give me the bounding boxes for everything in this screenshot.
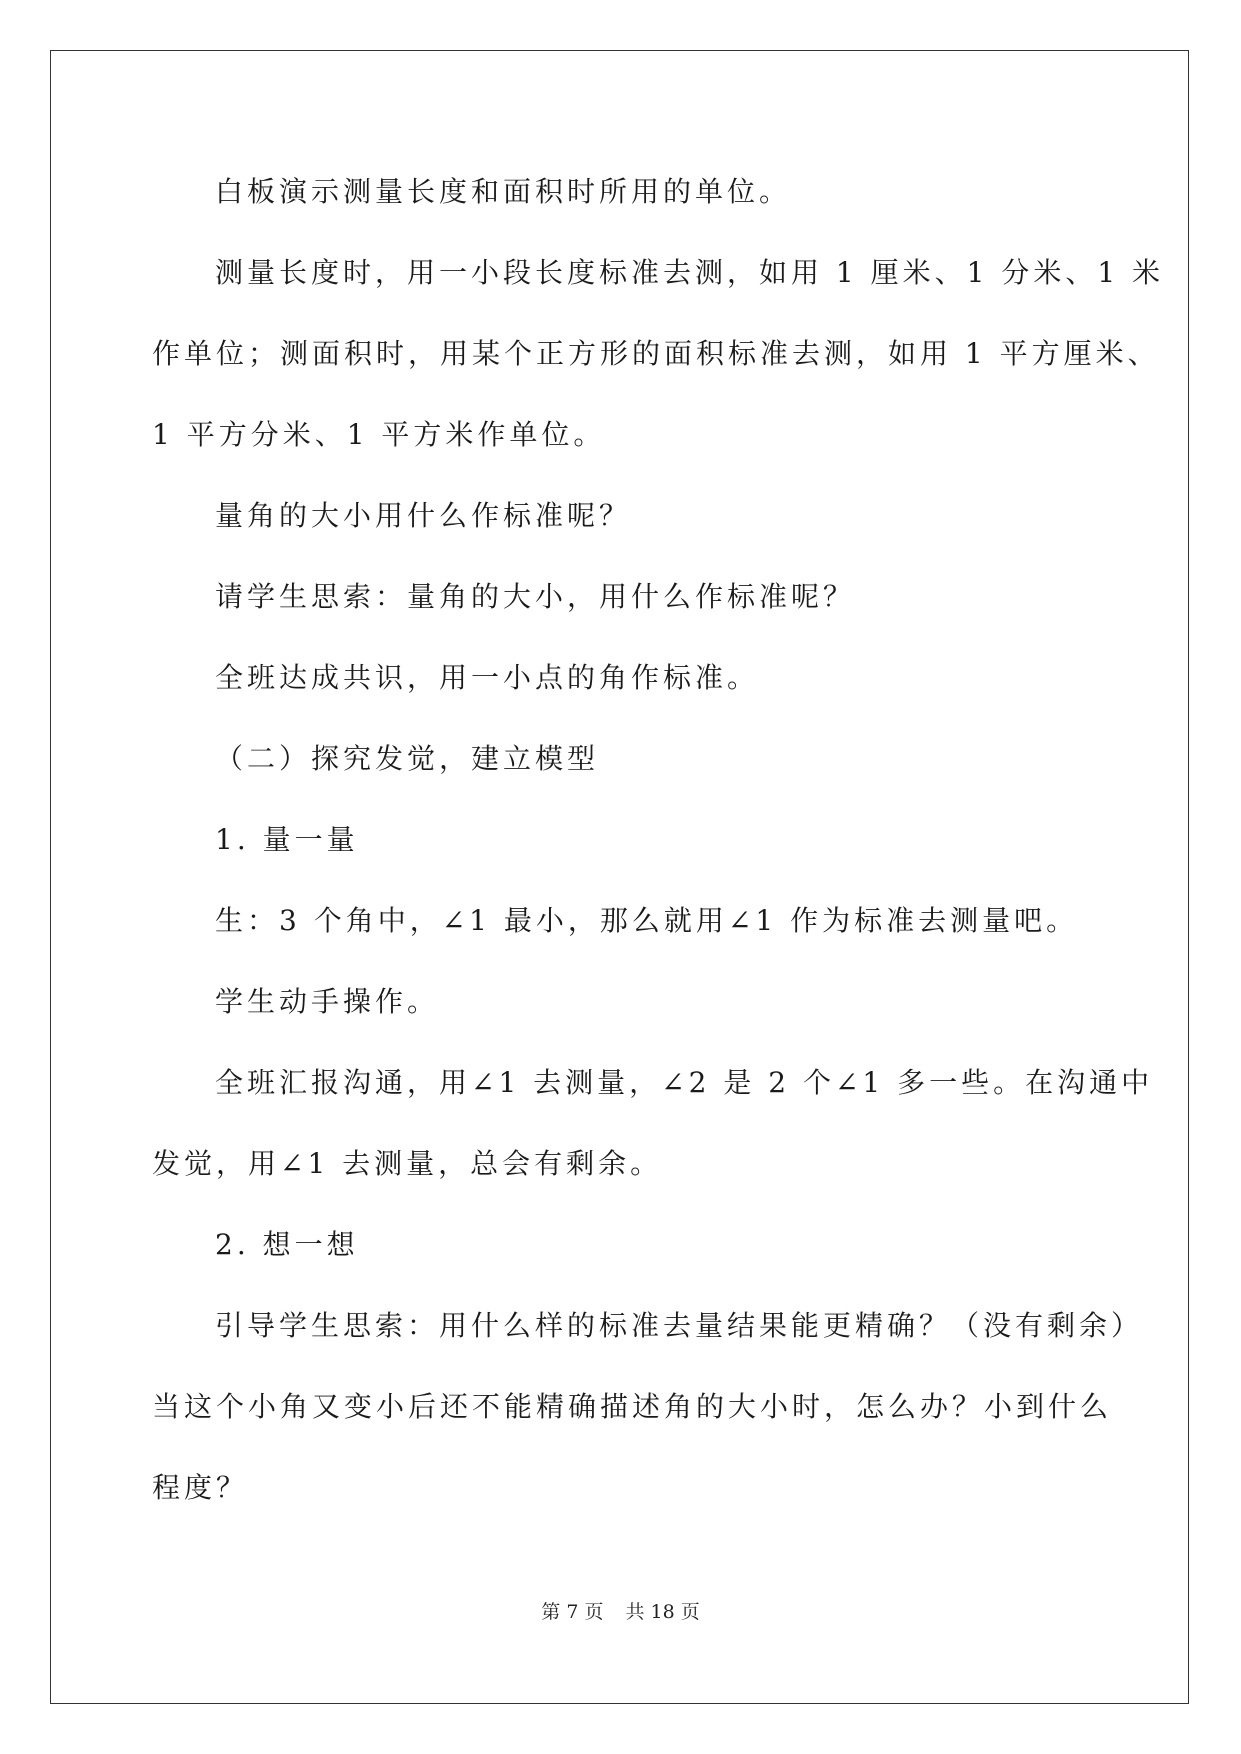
- page-border: [50, 50, 1189, 1704]
- page-footer: [0, 1600, 1241, 1624]
- text-line: 生：3 个角中，∠1 最小，那么就用∠1 作为标准去测量吧。: [215, 904, 1079, 937]
- text-line: 作单位；测面积时，用某个正方形的面积标准去测，如用 1 平方厘米、: [152, 337, 1160, 370]
- text-line: 程度？: [152, 1471, 249, 1504]
- subsection-heading: 1. 量一量: [215, 823, 359, 856]
- text-line: 当这个小角又变小后还不能精确描述角的大小时，怎么办？小到什么: [152, 1390, 1113, 1423]
- text-line: 全班汇报沟通，用∠1 去测量，∠2 是 2 个∠1 多一些。在沟通中: [215, 1066, 1154, 1099]
- text-line: 量角的大小用什么作标准呢？: [215, 499, 632, 532]
- text-line: 学生动手操作。: [215, 985, 440, 1018]
- text-line: 1 平方分米、1 平方米作单位。: [152, 418, 606, 451]
- section-heading: （二）探究发觉，建立模型: [215, 742, 600, 775]
- text-line: 白板演示测量长度和面积时所用的单位。: [215, 175, 792, 208]
- text-line: 请学生思索：量角的大小，用什么作标准呢？: [215, 580, 856, 613]
- text-line: 全班达成共识，用一小点的角作标准。: [215, 661, 760, 694]
- subsection-heading: 2. 想一想: [215, 1228, 359, 1261]
- text-line: 测量长度时，用一小段长度标准去测，如用 1 厘米、1 分米、1 米: [215, 256, 1165, 289]
- page-number: 第 7 页: [541, 1601, 604, 1623]
- text-line: 引导学生思索：用什么样的标准去量结果能更精确？（没有剩余）: [215, 1309, 1144, 1342]
- text-line: 发觉，用∠1 去测量，总会有剩余。: [152, 1147, 663, 1180]
- page-total: 共 18 页: [625, 1601, 700, 1623]
